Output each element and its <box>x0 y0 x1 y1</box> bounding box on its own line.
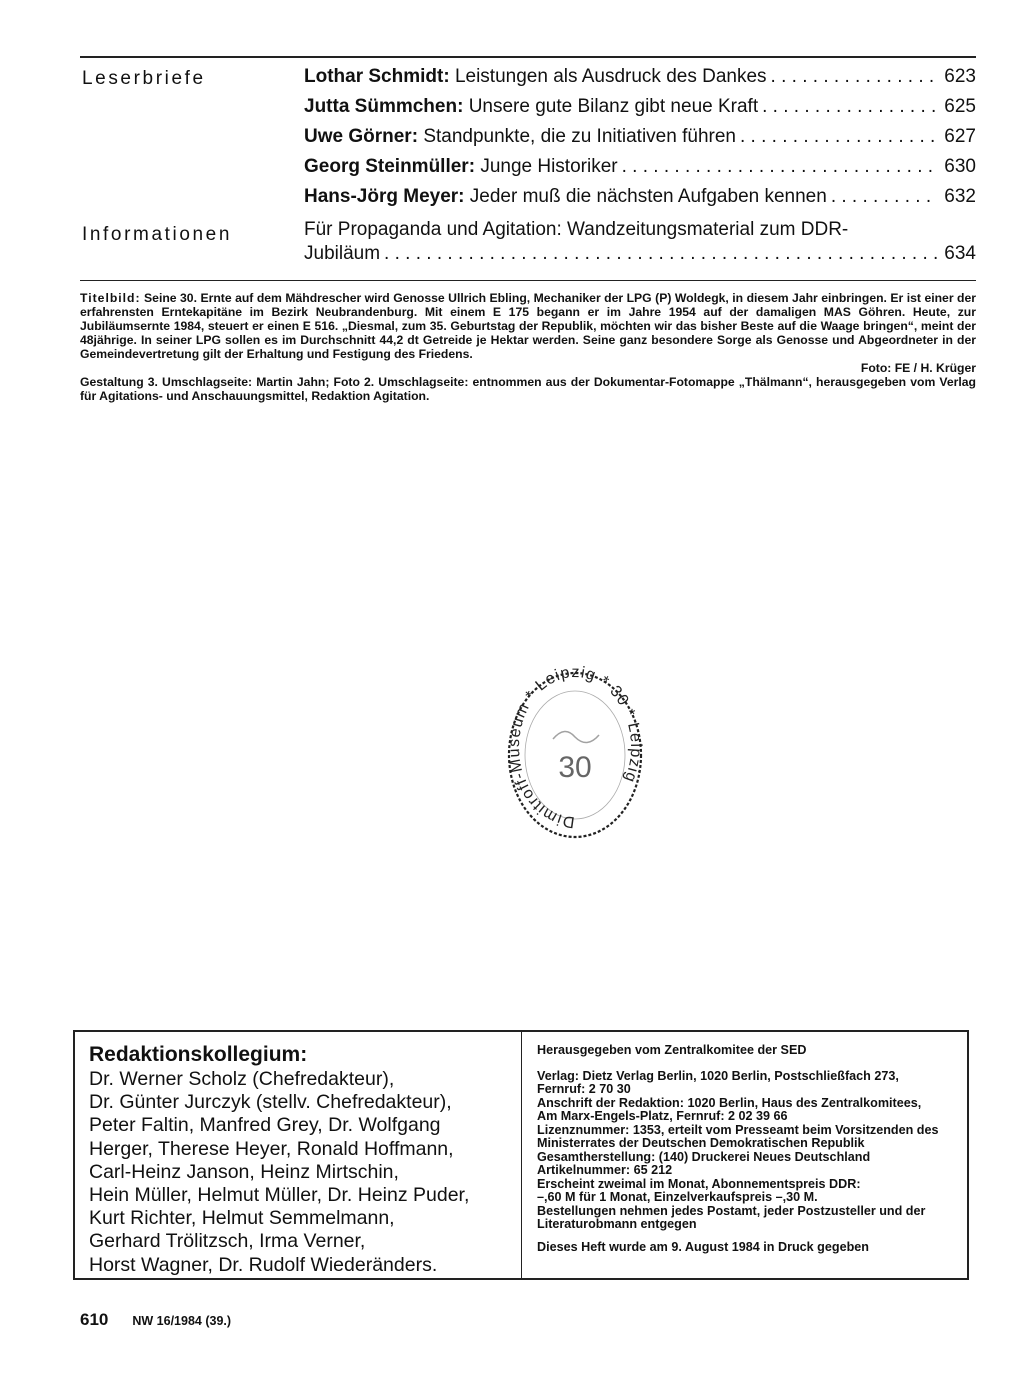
publisher-line: Lizenznummer: 1353, erteilt vom Presseamt beim Vorsitzenden des <box>537 1122 939 1137</box>
toc-entry-title: Für Propaganda und Agitation: Wandzeitungsmaterial zum DDR- <box>304 219 849 240</box>
toc-entries <box>304 218 976 266</box>
svg-text:Dimitroff-Museum * Leipzig * 3 <box>506 665 644 830</box>
board-member-line: Peter Faltin, Manfred Grey, Dr. Wolfgang <box>89 1114 441 1137</box>
stamp-text: Dimitroff-Museum * Leipzig * 30 * Leipzig <box>505 665 645 831</box>
publisher-line: Gesamtherstellung: (140) Druckerei Neues Deutschland <box>537 1149 871 1164</box>
toc-entry[interactable] <box>304 218 976 266</box>
toc-entry-title: Junge Historiker <box>480 156 618 177</box>
publisher-line: Artikelnummer: 65 212 <box>537 1163 673 1177</box>
toc-entry[interactable] <box>304 122 976 152</box>
toc-entry-author: Lothar Schmidt: <box>304 66 450 87</box>
museum-stamp-icon <box>495 665 655 845</box>
toc-entry[interactable] <box>304 62 976 92</box>
toc-entry-title: Jeder muß die nächsten Aufgaben kennen <box>469 186 827 207</box>
issue-label: NW 16/1984 (39.) <box>132 1314 232 1328</box>
publisher-line: Am Marx-Engels-Platz, Fernruf: 2 02 39 66 <box>537 1109 788 1123</box>
toc-entry-title: Unsere gute Bilanz gibt neue Kraft <box>468 96 759 117</box>
publisher-line: Fernruf: 2 70 30 <box>537 1082 631 1096</box>
page-footer <box>80 1310 231 1330</box>
photo-credit: Foto: FE / H. Krüger <box>860 361 976 375</box>
board-member-line: Dr. Werner Scholz (Chefredakteur), <box>89 1068 395 1090</box>
leader-dots <box>384 242 938 266</box>
design-credit: Gestaltung 3. Umschlagseite: Martin Jahn; Foto 2. Umschlagseite: entnommen aus der Dokumentar-Fotomappe „Thälmann“, herausgegeben vom Verlag für Agitations- und Anschauungsmittel, Redaktion Agitation. <box>80 375 976 403</box>
leader-dots <box>771 62 938 92</box>
section-label: Leserbriefe <box>82 68 206 89</box>
toc-entry-author: Jutta Sümmchen: <box>304 96 464 117</box>
toc-entry-page: 630 <box>944 156 976 177</box>
toc-entries <box>304 62 976 212</box>
toc-entry-author: Hans-Jörg Meyer: <box>304 186 465 207</box>
toc-entry-page: 634 <box>944 243 976 264</box>
toc-section-leserbriefe <box>80 62 976 212</box>
toc-entry-title-cont: Jubiläum <box>304 243 381 264</box>
leader-dots <box>740 122 938 152</box>
section-label: Informationen <box>82 224 232 245</box>
publisher-line: Literaturobmann entgegen <box>537 1217 697 1231</box>
toc-section-informationen <box>80 218 976 266</box>
publisher-line: Bestellungen nehmen jedes Postamt, jeder Postzusteller und der <box>537 1203 926 1218</box>
middle-rule <box>80 280 976 281</box>
publisher-line: Anschrift der Redaktion: 1020 Berlin, Haus des Zentralkomitees, <box>537 1095 922 1110</box>
board-member-line: Dr. Günter Jurczyk (stellv. Chefredakteur), <box>89 1091 452 1114</box>
publisher-line: Erscheint zweimal im Monat, Abonnementspreis DDR: <box>537 1176 861 1191</box>
leader-dots <box>622 152 938 182</box>
issuer-line: Herausgegeben vom Zentralkomitee der SED <box>537 1043 807 1057</box>
toc-entry-author: Georg Steinmüller: <box>304 156 476 177</box>
publisher-line: Verlag: Dietz Verlag Berlin, 1020 Berlin, Postschließfach 273, <box>537 1068 899 1083</box>
board-member-line: Gerhard Trölitzsch, Irma Verner, <box>89 1230 366 1253</box>
print-date-line: Dieses Heft wurde am 9. August 1984 in Druck gegeben <box>537 1239 869 1254</box>
board-member-line: Horst Wagner, Dr. Rudolf Wiederänders. <box>89 1253 438 1276</box>
imprint-box <box>73 1030 969 1280</box>
publisher-line: –,60 M für 1 Monat, Einzelverkaufspreis –,30 M. <box>537 1190 818 1204</box>
toc-entry[interactable] <box>304 152 976 182</box>
caption-lead: Titelbild: <box>80 291 141 305</box>
toc-entry-title: Standpunkte, die zu Initiativen führen <box>423 126 736 147</box>
cover-caption <box>80 291 976 403</box>
toc-entry-author: Uwe Görner: <box>304 126 419 147</box>
table-of-contents <box>80 62 976 266</box>
toc-entry-line <box>304 242 976 266</box>
stamp-number: 30 <box>558 751 592 784</box>
caption-text: Seine 30. Ernte auf dem Mähdrescher wird Genosse Ullrich Ebling, Mechaniker der LPG (P) Woldegk, in diesem Jahr einbringen. Er ist einer der erfahrensten Erntekapitäne im Bezirk Neubrandenburg. Mit einem E 175 begann er im Jahre 1954 auf der damaligen MAS Göhren. Heute, zur Jubiläumsernte 1984, steuert er einen E 516. „Diesmal, zum 35. Geburtstag der Republik, möchten wir das bisher Beste auf die Waage bringen“, meint der 48jährige. In seiner LPG sollen es im Durchschnitt 44,2 dt Getreide je Hektar werden. Seine ganz besondere Sorge als Genosse und Abgeordneter in der Gemeindevertretung gilt der Erhaltung und Festigung des Friedens. <box>80 291 977 361</box>
caption-body <box>80 291 976 361</box>
editorial-board-title: Redaktionskollegium: <box>89 1043 308 1066</box>
publisher-line: Ministerrates der Deutschen Demokratischen Republik <box>537 1136 865 1150</box>
board-member-line: Hein Müller, Helmut Müller, Dr. Heinz Puder, <box>89 1184 470 1207</box>
box-divider <box>521 1032 522 1278</box>
top-rule <box>80 56 976 58</box>
toc-entry[interactable] <box>304 92 976 122</box>
toc-entry-page: 625 <box>944 96 976 117</box>
leader-dots <box>831 182 938 212</box>
toc-entry-title: Leistungen als Ausdruck des Dankes <box>454 66 767 87</box>
publisher-info <box>537 1044 962 1254</box>
board-member-line: Herger, Therese Heyer, Ronald Hoffmann, <box>89 1137 454 1160</box>
board-member-line: Kurt Richter, Helmut Semmelmann, <box>89 1207 395 1230</box>
editorial-board <box>89 1042 514 1277</box>
toc-entry-page: 623 <box>944 66 976 87</box>
toc-entry-page: 632 <box>944 186 976 207</box>
page-number: 610 <box>80 1310 109 1329</box>
leader-dots <box>762 92 938 122</box>
toc-entry-page: 627 <box>944 126 976 147</box>
board-member-line: Carl-Heinz Janson, Heinz Mirtschin, <box>89 1160 399 1183</box>
toc-entry[interactable] <box>304 182 976 212</box>
